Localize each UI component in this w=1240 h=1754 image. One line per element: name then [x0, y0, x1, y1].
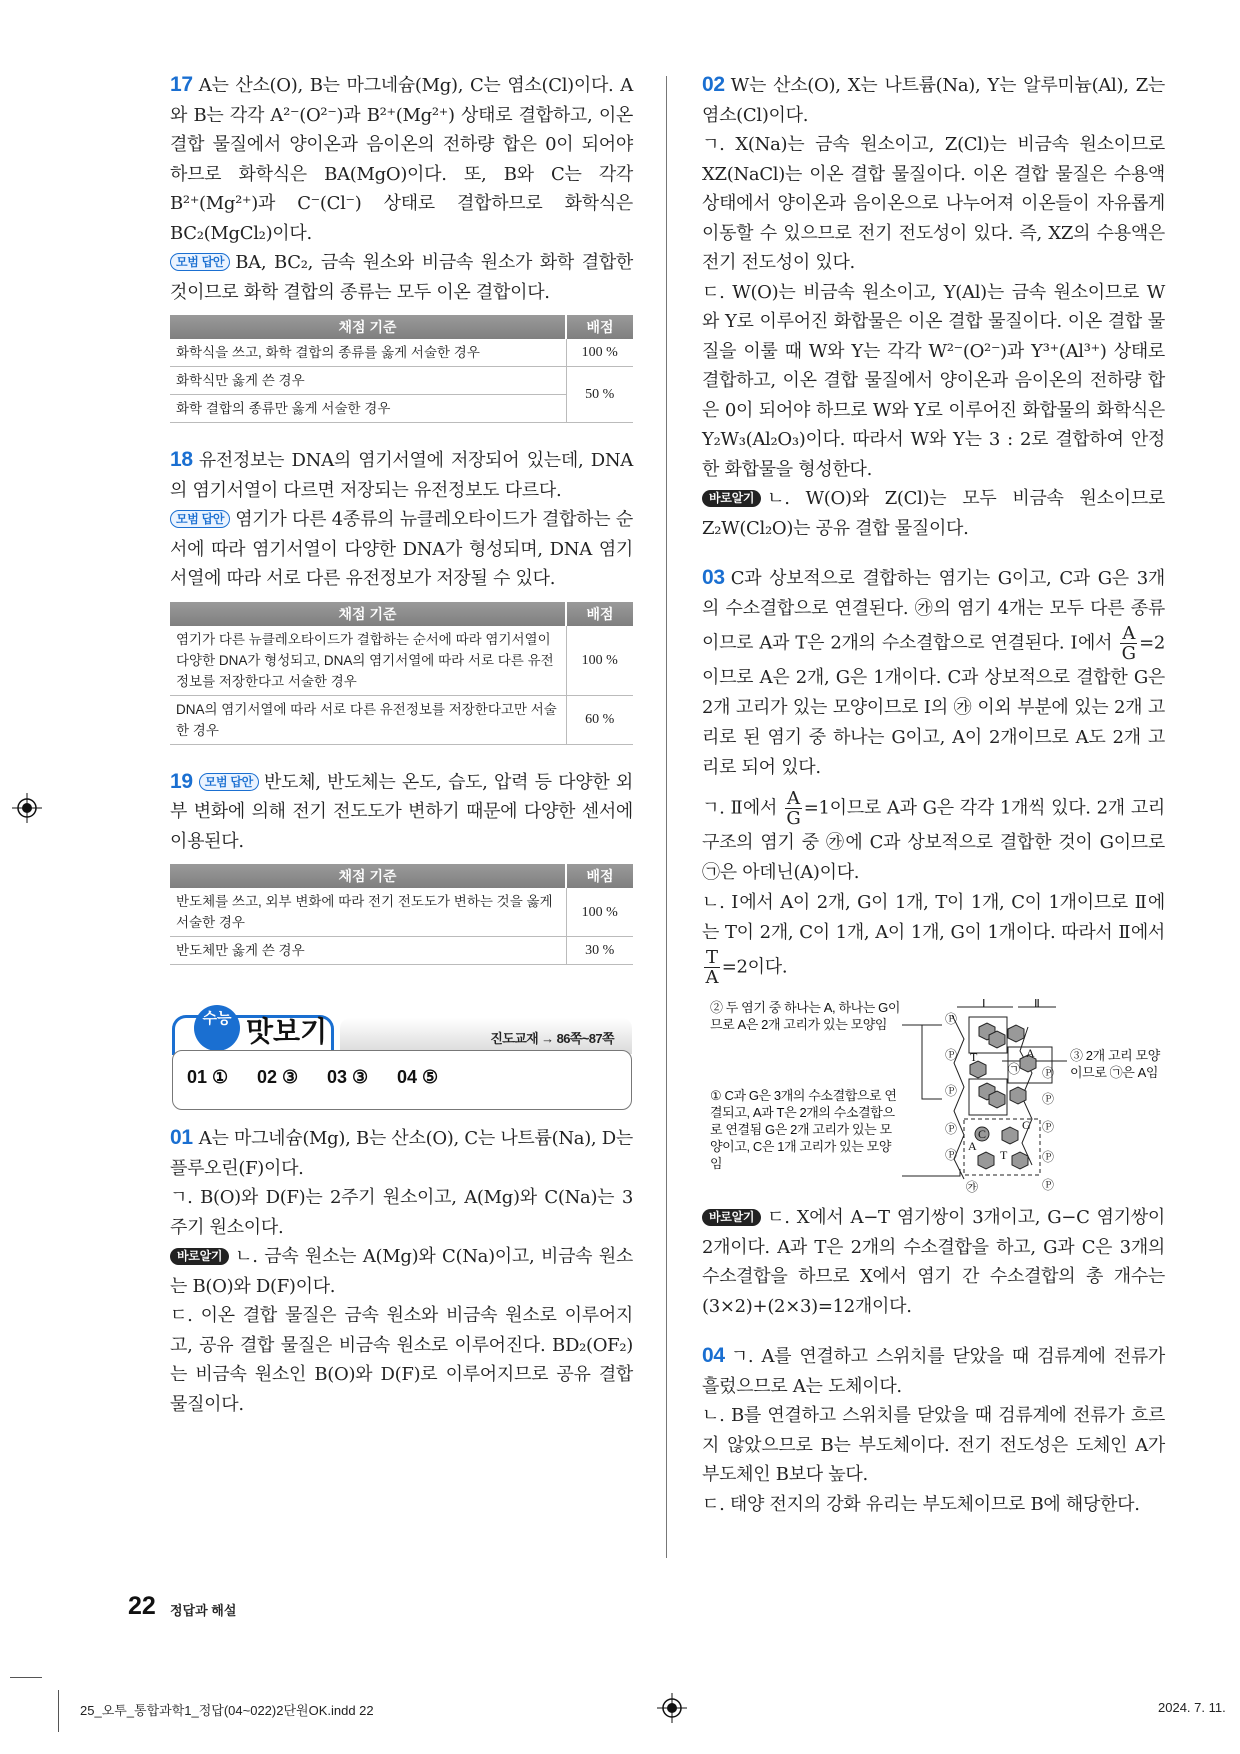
table-row — [170, 626, 633, 696]
model-answer-badge: 모범 답안 — [199, 773, 259, 791]
phosphate-icon: Ⓟ — [945, 1084, 958, 1098]
table-row — [170, 695, 633, 744]
base-label-g: G — [1022, 1118, 1031, 1132]
scoring-table-17 — [170, 315, 633, 423]
strand-label-1: Ⅰ — [982, 999, 986, 1010]
fraction-t-over-a — [704, 948, 720, 987]
question-19 — [170, 767, 633, 857]
table-row — [170, 888, 633, 937]
answer-02: 02 ③ — [257, 1067, 299, 1087]
phosphate-icon: Ⓟ — [945, 1122, 958, 1136]
base-label-t: T — [970, 1050, 978, 1064]
diagram-label-3: ③ 2개 고리 모양이므로 ㉠은 A임 — [1070, 1048, 1160, 1080]
base-ring — [1012, 1152, 1028, 1169]
phosphate-icon: Ⓟ — [945, 1148, 958, 1162]
criterion: 화학식만 옳게 쓴 경우 — [170, 367, 566, 395]
phosphate-icon: Ⓟ — [1042, 1120, 1055, 1134]
explanation-text: 유전정보는 DNA의 염기서열에 저장되어 있는데, DNA의 염기서열이 다르면 저장되는 유전정보도 다르다. — [170, 450, 633, 501]
suneung-preview-box — [172, 1005, 632, 1115]
phosphate-icon: Ⓟ — [945, 1012, 958, 1026]
score: 100 % — [566, 339, 633, 367]
question-04 — [702, 1341, 1165, 1519]
file-name: 25_오투_통합과학1_정답(04~022)2단원OK.indd 22 — [80, 1703, 374, 1718]
correction-text: ㄷ. X에서 A−T 염기쌍이 3개이고, G−C 염기쌍이 2개이다. A과 T은 2개의 수소결합을 하고, G과 C은 3개의 수소결합을 하므로 X에서 염기 간 수소결합의 총 개수는 (3×2)+(2×3)=12개이다. — [702, 1207, 1165, 1317]
model-answer-badge: 모범 답안 — [170, 253, 230, 271]
phosphate-icon: Ⓟ — [1042, 1066, 1055, 1080]
table-row — [170, 339, 633, 367]
base-ring — [989, 1031, 1005, 1048]
correction-badge: 바로알기 — [702, 490, 761, 507]
explanation-text: C과 상보적으로 결합하는 염기는 G이고, C과 G은 3개의 수소결합으로 연결된다. ㉮의 염기 4개는 모두 다른 종류이므로 A과 T은 2개의 수소결합으로 연결된다. Ⅰ에서 — [702, 568, 1165, 654]
phosphate-icon: Ⓟ — [1042, 1178, 1055, 1192]
explanation-text: ㄱ. B(O)와 D(F)는 2주기 원소이고, A(Mg)와 C(Na)는 3주기 원소이다. — [170, 1187, 633, 1238]
denominator: G — [1121, 643, 1136, 664]
question-number: 17 — [170, 73, 193, 96]
print-date: 2024. 7. 11. — [1158, 1700, 1226, 1715]
header-criteria: 채점 기준 — [170, 315, 566, 339]
section-name: 정답과 해설 — [170, 1603, 237, 1618]
base-label-a: A — [1026, 1046, 1035, 1060]
scoring-table-19 — [170, 864, 633, 965]
explanation-text: =2이다. — [721, 956, 788, 978]
fraction-a-over-g — [1120, 624, 1137, 663]
explanation-text: ㄷ. W(O)는 비금속 원소이고, Y(Al)는 금속 원소이므로 W와 Y로 이루어진 화합물은 이온 결합 물질이다. 이온 결합 물질을 이룰 때 W와 Y는 각각 W²⁻(O²⁻)과 Y³⁺(Al³⁺) 상태로 결합하고, 이온 결합 물질에서 양이온과 음이온의 전하량 합은 0이 되어야 하므로 W와 Y로 이루어진 화합물의 화학식은 Y₂W₃(Al₂O₃)이다. 따라서 W와 Y는 3 : 2로 결합하여 안정한 화합물을 형성한다. — [702, 281, 1165, 480]
model-answer-badge: 모범 답안 — [170, 510, 230, 528]
denominator: A — [705, 967, 719, 988]
table-row — [170, 395, 633, 423]
header-score: 배점 — [566, 864, 633, 888]
dna-structure-drawing — [702, 999, 1165, 1199]
explanation-text: ㄴ. B를 연결하고 스위치를 닫았을 때 검류계에 전류가 흐르지 않았으므로 B는 부도체이다. 전기 전도성은 도체인 A가 부도체인 B보다 높다. — [702, 1405, 1165, 1485]
numerator: T — [706, 947, 718, 968]
model-answer-text: 반도체, 반도체는 온도, 습도, 압력 등 다양한 외부 변화에 의해 전기 전도도가 변하기 때문에 다양한 센서에 이용된다. — [170, 771, 633, 852]
header-score: 배점 — [566, 602, 633, 626]
header-score: 배점 — [566, 315, 633, 339]
correction-badge: 바로알기 — [170, 1248, 229, 1265]
textbook-reference: 진도교재 → 86쪽~87쪽 — [490, 1031, 614, 1046]
question-03-correction — [702, 1203, 1165, 1321]
base-ring — [1008, 1025, 1024, 1042]
question-01 — [170, 1123, 633, 1419]
explanation-text: ㄴ. Ⅰ에서 A이 2개, G이 1개, T이 1개, C이 1개이므로 Ⅱ에는 T이 2개, C이 1개, A이 1개, G이 1개이다. 따라서 Ⅱ에서 — [702, 892, 1165, 943]
explanation-text: ㄷ. 태양 전지의 강화 유리는 부도체이므로 B에 해당한다. — [702, 1493, 1140, 1515]
diagram-label-1: ① C과 G은 3개의 수소결합으로 연결되고, A과 T은 2개의 수소결합으로 연결됨 G은 2개 고리가 있는 모양이고, C은 1개 고리가 있는 모양임 — [710, 1088, 897, 1171]
answer-04: 04 ⑤ — [397, 1067, 439, 1087]
question-number: 18 — [170, 448, 193, 471]
answer-03: 03 ③ — [327, 1067, 369, 1087]
phosphate-icon: Ⓟ — [1042, 1092, 1055, 1106]
explanation-text: ㄱ. X(Na)는 금속 원소이고, Z(Cl)는 비금속 원소이므로 XZ(NaCl)는 이온 결합 물질이다. 이온 결합 물질은 수용액 상태에서 양이온과 음이온으로 나누어져 이온들이 자유롭게 이동할 수 있으므로 전기 전도성이 있다. 즉, XZ의 수용액은 전기 전도성이 있다. — [702, 134, 1165, 273]
question-02 — [702, 70, 1165, 543]
registration-mark-icon — [657, 1693, 687, 1723]
question-number: 19 — [170, 769, 193, 793]
model-answer-text: 염기가 다른 4종류의 뉴클레오타이드가 결합하는 순서에 따라 염기서열이 다양한 DNA가 형성되며, DNA 염기서열에 따라 서로 다른 유전정보가 저장될 수 있다. — [170, 509, 633, 589]
registration-mark-icon — [12, 793, 42, 823]
explanation-text: ㄷ. 이온 결합 물질은 금속 원소와 비금속 원소로 이루어지고, 공유 결합 물질은 비금속 원소로 이루어진다. BD₂(OF₂)는 비금속 원소인 B(O)와 D(F)로 이루어지므로 공유 결합 물질이다. — [170, 1305, 633, 1415]
criterion: 반도체만 옳게 쓴 경우 — [170, 937, 566, 965]
base-label-t2: T — [1000, 1148, 1008, 1162]
answer-01: 01 ① — [187, 1067, 229, 1087]
score: 50 % — [566, 367, 633, 423]
explanation-text: A는 산소(O), B는 마그네슘(Mg), C는 염소(Cl)이다. A와 B는 각각 A²⁻(O²⁻)과 B²⁺(Mg²⁺) 상태로 결합하고, 이온 결합 물질에서 양이온과 음이온의 전하량 합은 0이 되어야 하므로 화학식은 BA(MgO)이다. 또, B와 C는 각각 B²⁺(Mg²⁺)과 C⁻(Cl⁻) 상태로 결합하므로 화학식은 BC₂(MgCl₂)이다. — [170, 75, 633, 244]
header-criteria: 채점 기준 — [170, 864, 566, 888]
score: 30 % — [566, 937, 633, 965]
criterion: 반도체를 쓰고, 외부 변화에 따라 전기 전도도가 변하는 것을 옳게 서술한 경우 — [170, 888, 566, 937]
criterion: 화학 결합의 종류만 옳게 서술한 경우 — [170, 395, 566, 423]
question-number: 03 — [702, 566, 725, 589]
correction-text: ㄴ. W(O)와 Z(Cl)는 모두 비금속 원소이므로 Z₂W(Cl₂O)는 공유 결합 물질이다. — [702, 488, 1165, 539]
correction-text: ㄴ. 금속 원소는 A(Mg)와 C(Na)이고, 비금속 원소는 B(O)와 D(F)이다. — [170, 1246, 633, 1297]
strand-label-2: Ⅱ — [1034, 999, 1040, 1010]
criterion: DNA의 염기서열에 따라 서로 다른 유전정보를 저장한다고만 서술한 경우 — [170, 695, 566, 744]
leader-line-1 — [902, 1169, 960, 1176]
question-number: 04 — [702, 1344, 725, 1367]
table-row — [170, 937, 633, 965]
column-divider — [666, 76, 667, 1558]
explanation-text: A는 마그네슘(Mg), B는 산소(O), C는 나트륨(Na), D는 플루오린(F)이다. — [170, 1128, 633, 1179]
reference-bar — [340, 1018, 632, 1054]
table-row — [170, 367, 633, 395]
page-number: 22 — [128, 1592, 156, 1620]
explanation-text: =2이므로 A은 2개, G은 1개이다. C과 상보적으로 결합한 G은 2개 고리가 있는 모양이므로 Ⅰ의 ㉮ 이외 부분에 있는 2개 고리로 된 염기 중 하나는 G이고, A이 2개이므로 A도 2개 고리로 되어 있다. — [702, 632, 1165, 778]
suneung-badge-icon: 수능 — [194, 1005, 240, 1051]
explanation-text: ㄱ. A를 연결하고 스위치를 닫았을 때 검류계에 전류가 흘렀으므로 A는 도체이다. — [702, 1346, 1165, 1397]
header-criteria: 채점 기준 — [170, 602, 566, 626]
base-label-a2: A — [968, 1139, 977, 1153]
question-03 — [702, 563, 1165, 987]
base-ring — [1010, 1087, 1026, 1104]
scoring-table-18 — [170, 602, 633, 745]
score: 100 % — [566, 626, 633, 696]
phosphate-icon: Ⓟ — [945, 1048, 958, 1062]
crop-mark — [10, 1677, 42, 1678]
answer-key-box — [172, 1050, 632, 1110]
base-ring — [989, 1091, 1005, 1108]
model-answer-text: BA, BC₂, 금속 원소와 비금속 원소가 화학 결합한 것이므로 화학 결합의 종류는 모두 이온 결합이다. — [170, 252, 633, 303]
explanation-text: W는 산소(O), X는 나트륨(Na), Y는 알루미늄(Al), Z는 염소(Cl)이다. — [702, 75, 1165, 126]
leader-line-2 — [902, 1025, 942, 1099]
question-number: 01 — [170, 1126, 193, 1149]
diagram-label-2: ② 두 염기 중 하나는 A, 하나는 G이므로 A은 2개 고리가 있는 모양임 — [710, 1000, 901, 1032]
crop-mark — [58, 1690, 59, 1732]
question-18 — [170, 445, 633, 594]
dna-diagram — [702, 999, 1165, 1199]
fraction-a-over-g — [785, 789, 802, 828]
score: 100 % — [566, 888, 633, 937]
criterion: 염기가 다른 뉴클레오타이드가 결합하는 순서에 따라 염기서열이 다양한 DNA가 형성되고, DNA의 염기서열에 따라 서로 다른 유전정보를 저장한다고 서술한 경우 — [170, 626, 566, 696]
section-title: 맛보기 — [246, 1016, 328, 1047]
numerator: A — [787, 788, 800, 809]
base-ring — [978, 1152, 994, 1169]
explanation-text: ㄱ. Ⅱ에서 — [702, 797, 778, 819]
phosphate-icon: Ⓟ — [1042, 1150, 1055, 1164]
denominator: G — [786, 808, 801, 829]
base-mark-circled: ㉠ — [1008, 1062, 1021, 1076]
question-number: 02 — [702, 73, 725, 96]
numerator: A — [1122, 623, 1136, 644]
explanation-text: =1이므로 A과 G은 각각 1개씩 있다. 2개 고리 구조의 염기 중 ㉮에 C과 상보적으로 결합한 것이 G이므로 ㉠은 아데닌(A)이다. — [702, 797, 1166, 883]
base-label-c: C — [978, 1127, 987, 1141]
score: 60 % — [566, 695, 633, 744]
left-column — [170, 70, 633, 1419]
correction-badge: 바로알기 — [702, 1209, 761, 1226]
criterion: 화학식을 쓰고, 화학 결합의 종류를 옳게 서술한 경우 — [170, 339, 566, 367]
base-ring — [1002, 1127, 1018, 1144]
right-column — [702, 70, 1165, 1519]
region-label: ㉮ — [966, 1180, 979, 1194]
question-17 — [170, 70, 633, 307]
